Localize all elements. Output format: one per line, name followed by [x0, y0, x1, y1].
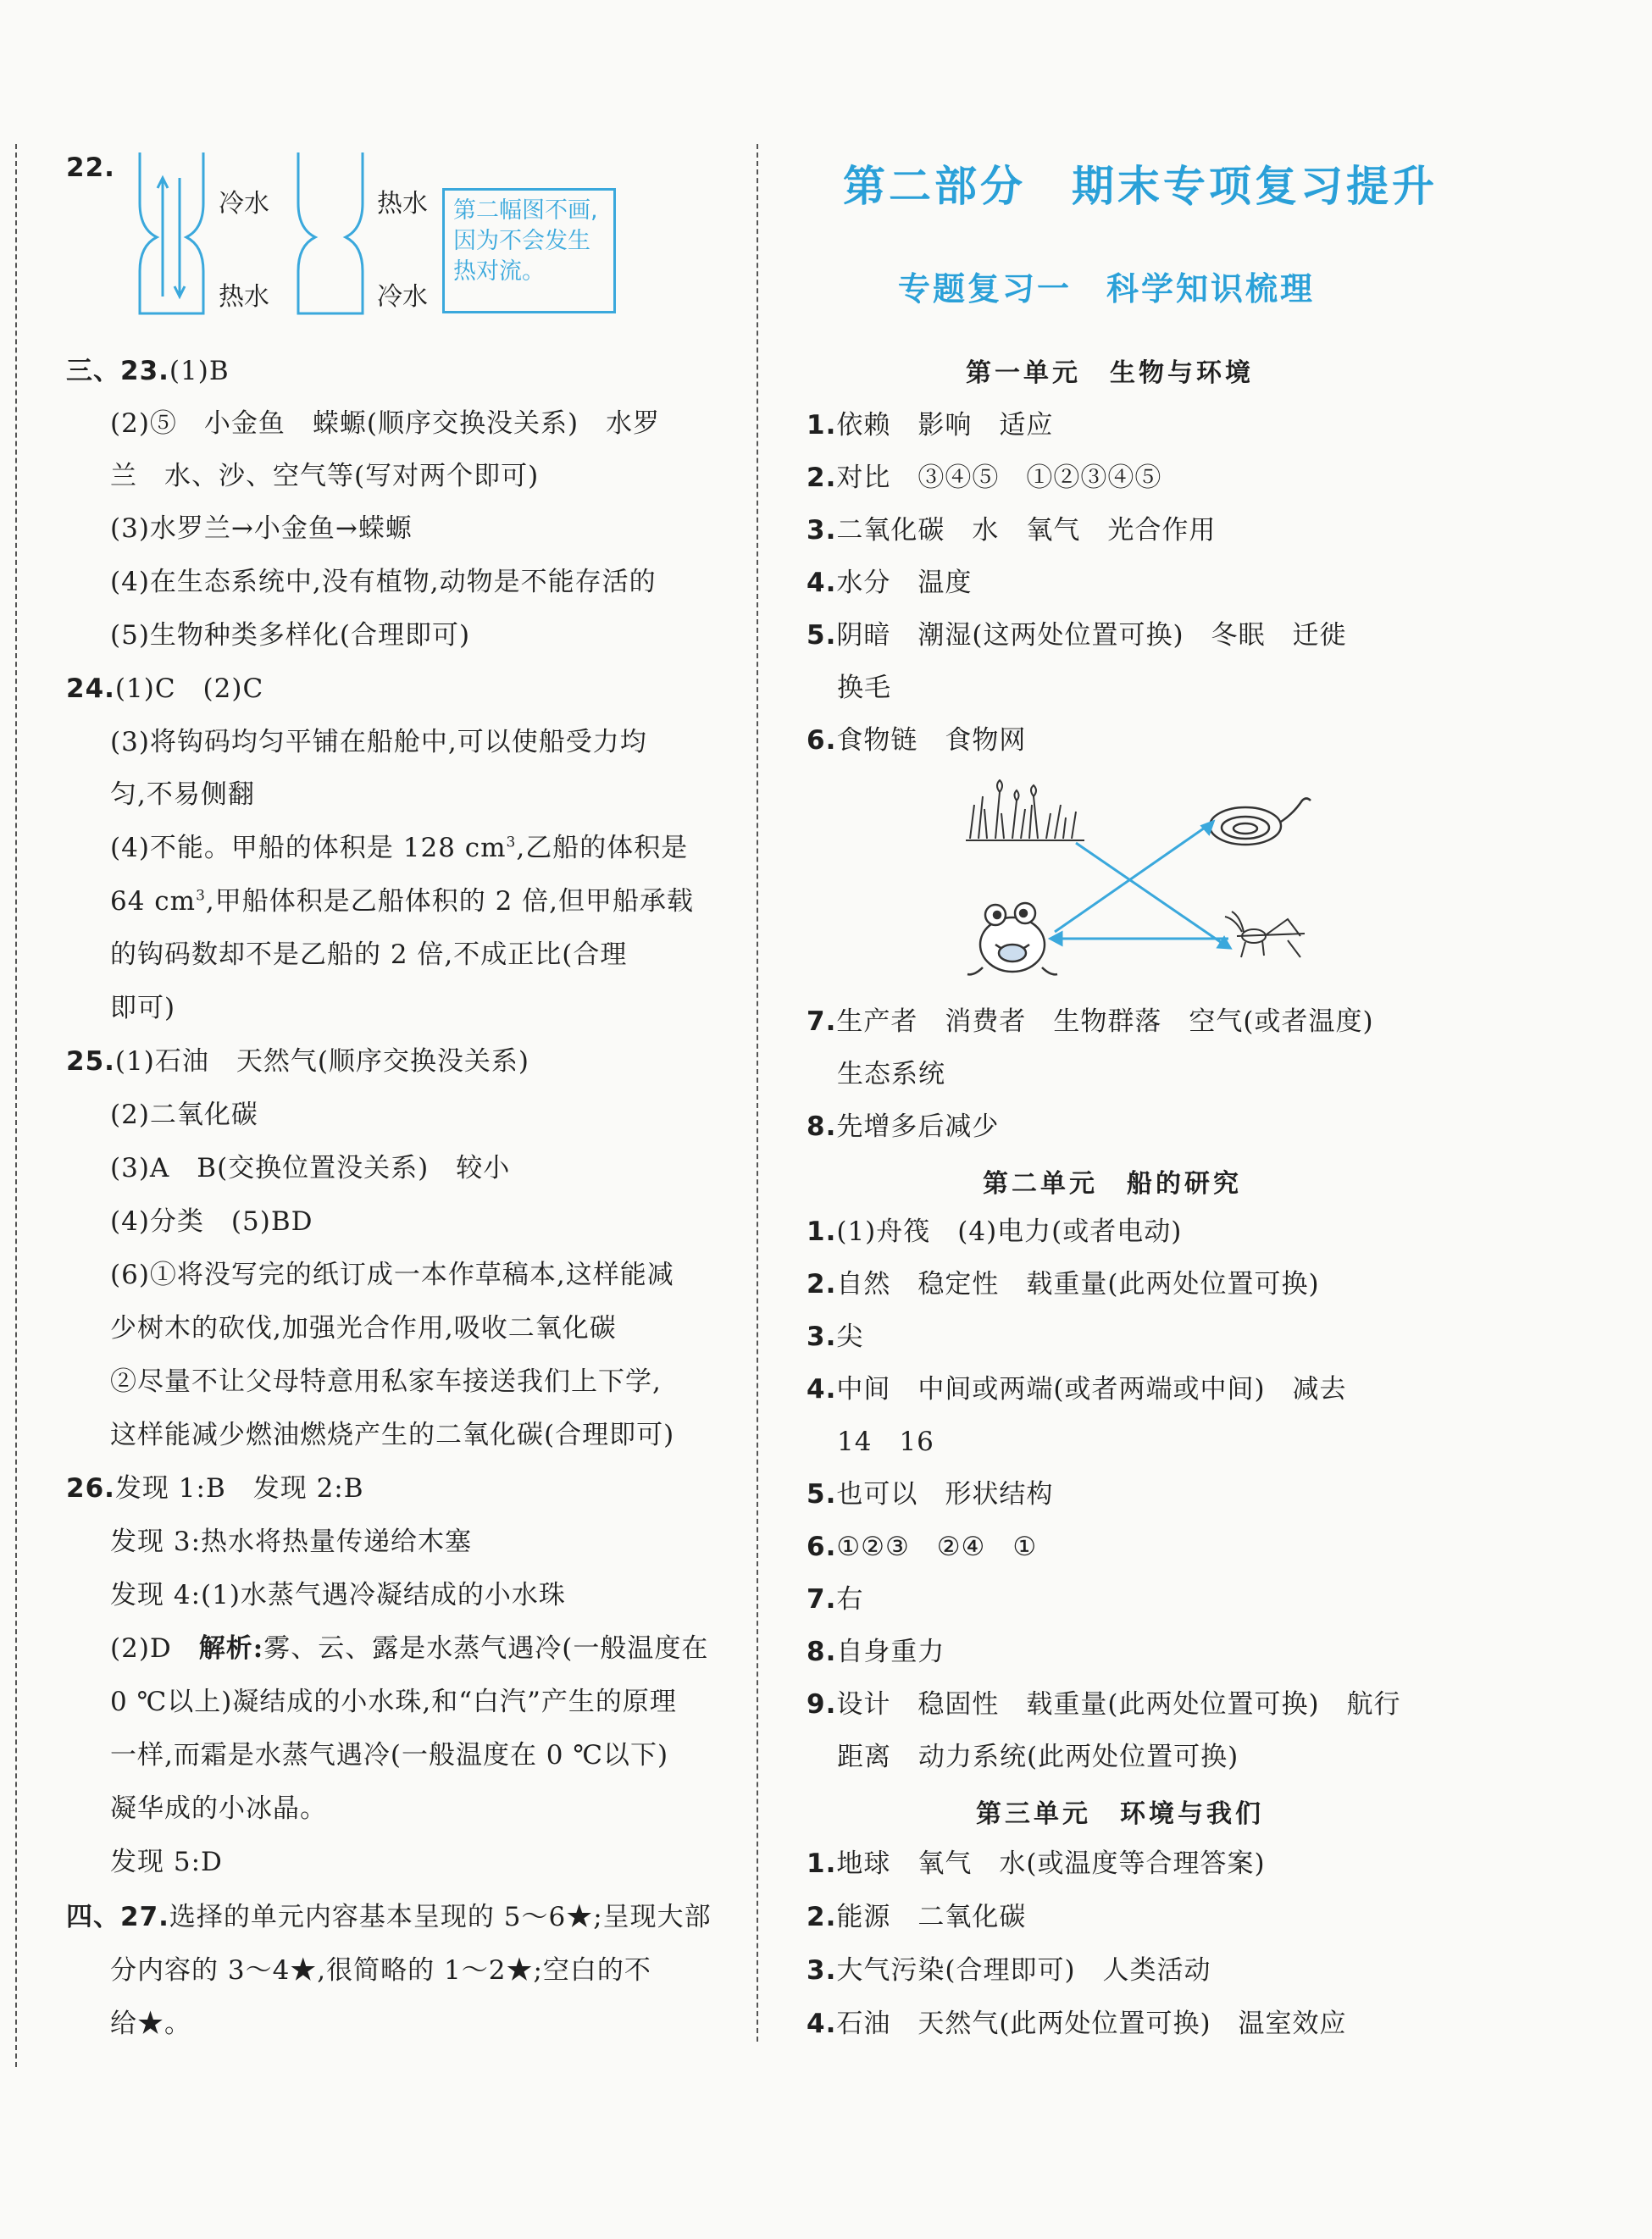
item-number: 7.	[807, 1584, 837, 1615]
snake-icon	[1210, 799, 1311, 845]
q26-line: 发现 3:热水将热量传递给木塞	[110, 1527, 473, 1557]
note-box	[442, 188, 616, 313]
q24-text: (4)不能。甲船的体积是 128 cm	[110, 833, 507, 863]
item-text: 大气污染(合理即可) 人类活动	[836, 1955, 1211, 1986]
item-text: 食物链 食物网	[836, 725, 1027, 756]
q26-line: 发现 5:D	[110, 1847, 223, 1877]
label-cold-top: 冷水	[219, 189, 269, 219]
q26-text: 雾、云、露是水蒸气遇冷(一般温度在	[263, 1633, 709, 1664]
q27-text: 选择的单元内容基本呈现的 5～6★;呈现大部	[169, 1902, 712, 1932]
unit3-title: 第三单元 环境与我们	[976, 1799, 1264, 1829]
q24-number: 24.	[66, 673, 115, 704]
item-number: 4.	[807, 2009, 837, 2039]
q24-line-volume-2	[110, 884, 694, 918]
item-number: 9.	[807, 1689, 837, 1720]
list-item	[807, 1215, 1182, 1249]
q22-number: 22.	[66, 152, 115, 183]
item-number: 2.	[807, 1269, 837, 1300]
unit2-title: 第二单元 船的研究	[983, 1169, 1242, 1199]
q25-line-1	[66, 1045, 529, 1078]
item-text: 14 16	[837, 1427, 934, 1457]
q24-line: 匀,不易侧翻	[110, 779, 255, 810]
q26-line: 发现 4:(1)水蒸气遇冷凝结成的小水珠	[110, 1580, 566, 1610]
q24-line-volume	[110, 831, 688, 865]
item-number: 6.	[807, 1532, 837, 1562]
list-item	[807, 1267, 1320, 1301]
item-number: 2.	[807, 1902, 837, 1932]
column-divider	[757, 144, 758, 2042]
list-item	[807, 1005, 1374, 1039]
q26-line-1	[66, 1471, 364, 1505]
item-text: 能源 二氧化碳	[836, 1902, 1027, 1932]
item-text: 自然 稳定性 载重量(此两处位置可换)	[836, 1269, 1320, 1300]
q24-text: 64 cm	[110, 886, 197, 917]
item-text: (1)舟筏 (4)电力(或者电动)	[836, 1216, 1183, 1247]
list-item	[807, 408, 1053, 442]
list-item	[807, 1688, 1401, 1721]
q23-line: (3)水罗兰→小金鱼→蝾螈	[110, 513, 413, 544]
list-item	[807, 618, 1347, 652]
item-number: 1.	[807, 1848, 837, 1879]
item-number: 3.	[807, 515, 837, 546]
q24-text: ,乙船的体积是	[516, 833, 689, 863]
q27-number: 27.	[120, 1902, 169, 1932]
list-item	[807, 723, 1026, 757]
grass-icon	[966, 780, 1084, 840]
item-number: 8.	[807, 1637, 837, 1667]
list-item	[807, 2007, 1347, 2041]
frog-icon	[967, 903, 1057, 974]
list-item	[807, 1477, 1053, 1511]
q24-text: ,甲船体积是乙船体积的 2 倍,但甲船承载	[205, 886, 695, 917]
q26-line-analysis	[110, 1632, 708, 1665]
q23-line: (5)生物种类多样化(合理即可)	[110, 620, 471, 651]
q24-line: 的钩码数却不是乙船的 2 倍,不成正比(合理	[110, 939, 628, 970]
q23-line: 兰 水、沙、空气等(写对两个即可)	[110, 461, 540, 491]
q26-text: 发现 1:B 发现 2:B	[114, 1473, 364, 1504]
list-item	[807, 1900, 1026, 1934]
q25-line: 少树木的砍伐,加强光合作用,吸收二氧化碳	[110, 1313, 617, 1344]
section-prefix: 四、	[66, 1902, 120, 1932]
item-text: 对比 ③④⑤ ①②③④⑤	[836, 463, 1162, 493]
item-text: 地球 氧气 水(或温度等合理答案)	[836, 1848, 1266, 1879]
item-text: 换毛	[837, 673, 891, 703]
label-hot-bottom: 热水	[219, 282, 269, 312]
item-text: 右	[836, 1584, 864, 1615]
item-text: 也可以 形状结构	[836, 1479, 1054, 1510]
q25-text: (1)石油 天然气(顺序交换没关系)	[114, 1046, 530, 1077]
topic-title: 专题复习一 科学知识梳理	[898, 270, 1316, 308]
list-item	[807, 1110, 999, 1144]
list-item-continued	[837, 671, 891, 705]
section-prefix: 三、	[66, 356, 120, 386]
q23-line: (4)在生态系统中,没有植物,动物是不能存活的	[110, 567, 657, 597]
list-item	[807, 513, 1216, 547]
note-line: 因为不会发生	[453, 228, 590, 254]
item-text: ①②③ ②④ ①	[836, 1532, 1038, 1562]
item-number: 3.	[807, 1322, 837, 1352]
item-text: 二氧化碳 水 氧气 光合作用	[836, 515, 1217, 546]
q23-text: (1)B	[169, 356, 230, 386]
item-number: 1.	[807, 1216, 837, 1247]
item-text: 尖	[836, 1322, 864, 1352]
list-item	[807, 1635, 945, 1669]
item-number: 7.	[807, 1006, 837, 1037]
item-number: 1.	[807, 410, 837, 441]
q25-line: (4)分类 (5)BD	[110, 1206, 313, 1237]
note-line: 第二幅图不画,	[453, 197, 598, 224]
item-number: 8.	[807, 1111, 837, 1142]
item-number: 4.	[807, 1374, 837, 1405]
food-web-figure	[966, 779, 1339, 991]
q26-line: 一样,而霜是水蒸气遇冷(一般温度在 0 ℃以下)	[110, 1740, 669, 1771]
q24-line: (3)将钩码均匀平铺在船舱中,可以使船受力均	[110, 727, 647, 757]
q24-text: (1)C (2)C	[114, 673, 264, 704]
analysis-label: 解析:	[198, 1633, 264, 1664]
item-number: 4.	[807, 568, 837, 598]
note-line: 热对流。	[453, 258, 545, 285]
item-text: 设计 稳固性 载重量(此两处位置可换) 航行	[836, 1689, 1401, 1720]
list-item-continued	[837, 1057, 945, 1091]
q27-line: 分内容的 3～4★,很简略的 1～2★;空白的不	[110, 1955, 651, 1986]
q24-line-1	[66, 672, 263, 706]
item-text: 水分 温度	[836, 568, 973, 598]
tube-right	[298, 152, 363, 313]
item-text: 先增多后减少	[836, 1111, 1000, 1142]
q27-line-1	[66, 1900, 712, 1934]
list-item	[807, 461, 1161, 495]
list-item	[807, 1847, 1266, 1881]
list-item	[807, 1320, 863, 1354]
item-text: 生产者 消费者 生物群落 空气(或者温度)	[836, 1006, 1374, 1037]
q27-line: 给★。	[110, 2009, 191, 2039]
q25-line: (3)A B(交换位置没关系) 较小	[110, 1153, 511, 1183]
list-item	[807, 566, 972, 600]
q25-line: (6)①将没写完的纸订成一本作草稿本,这样能减	[110, 1260, 674, 1290]
q25-line: (2)二氧化碳	[110, 1100, 258, 1130]
list-item-continued	[837, 1740, 1239, 1774]
cube-superscript: 3	[506, 834, 517, 851]
item-text: 自身重力	[836, 1637, 945, 1667]
item-number: 6.	[807, 725, 837, 756]
item-number: 2.	[807, 463, 837, 493]
q23-line-1	[66, 354, 230, 388]
list-item-continued	[837, 1425, 934, 1459]
item-text: 阴暗 潮湿(这两处位置可换) 冬眠 迁徙	[836, 620, 1347, 651]
label-cold-bottom: 冷水	[377, 282, 428, 312]
item-number: 5.	[807, 620, 837, 651]
q25-line: ②尽量不让父母特意用私家车接送我们上下学,	[110, 1366, 662, 1397]
list-item	[807, 1372, 1347, 1406]
q26-text: (2)D	[110, 1633, 172, 1664]
part-title: 第二部分 期末专项复习提升	[843, 162, 1438, 211]
q26-line: 0 ℃以上)凝结成的小水珠,和“白汽”产生的原理	[110, 1687, 677, 1717]
item-text: 生态系统	[837, 1059, 945, 1089]
list-item	[807, 1582, 863, 1616]
q24-line: 即可)	[110, 993, 176, 1023]
q26-line: 凝华成的小冰晶。	[110, 1793, 327, 1824]
q23-line: (2)⑤ 小金鱼 蝾螈(顺序交换没关系) 水罗	[110, 408, 661, 439]
item-number: 3.	[807, 1955, 837, 1986]
list-item	[807, 1530, 1037, 1564]
left-margin-line	[15, 144, 17, 2067]
q25-number: 25.	[66, 1046, 115, 1077]
label-hot-top: 热水	[377, 189, 428, 219]
item-number: 5.	[807, 1479, 837, 1510]
q23-number: 23.	[120, 356, 169, 386]
unit1-title: 第一单元 生物与环境	[966, 358, 1254, 388]
tube-left	[140, 152, 203, 313]
q25-line: 这样能减少燃油燃烧产生的二氧化碳(合理即可)	[110, 1420, 675, 1450]
q26-number: 26.	[66, 1473, 115, 1504]
item-text: 石油 天然气(此两处位置可换) 温室效应	[836, 2009, 1347, 2039]
item-text: 距离 动力系统(此两处位置可换)	[837, 1742, 1239, 1772]
list-item	[807, 1954, 1211, 1987]
cube-superscript: 3	[196, 887, 206, 905]
item-text: 依赖 影响 适应	[836, 410, 1054, 441]
item-text: 中间 中间或两端(或者两端或中间) 减去	[836, 1374, 1347, 1405]
grasshopper-icon	[1225, 912, 1305, 957]
